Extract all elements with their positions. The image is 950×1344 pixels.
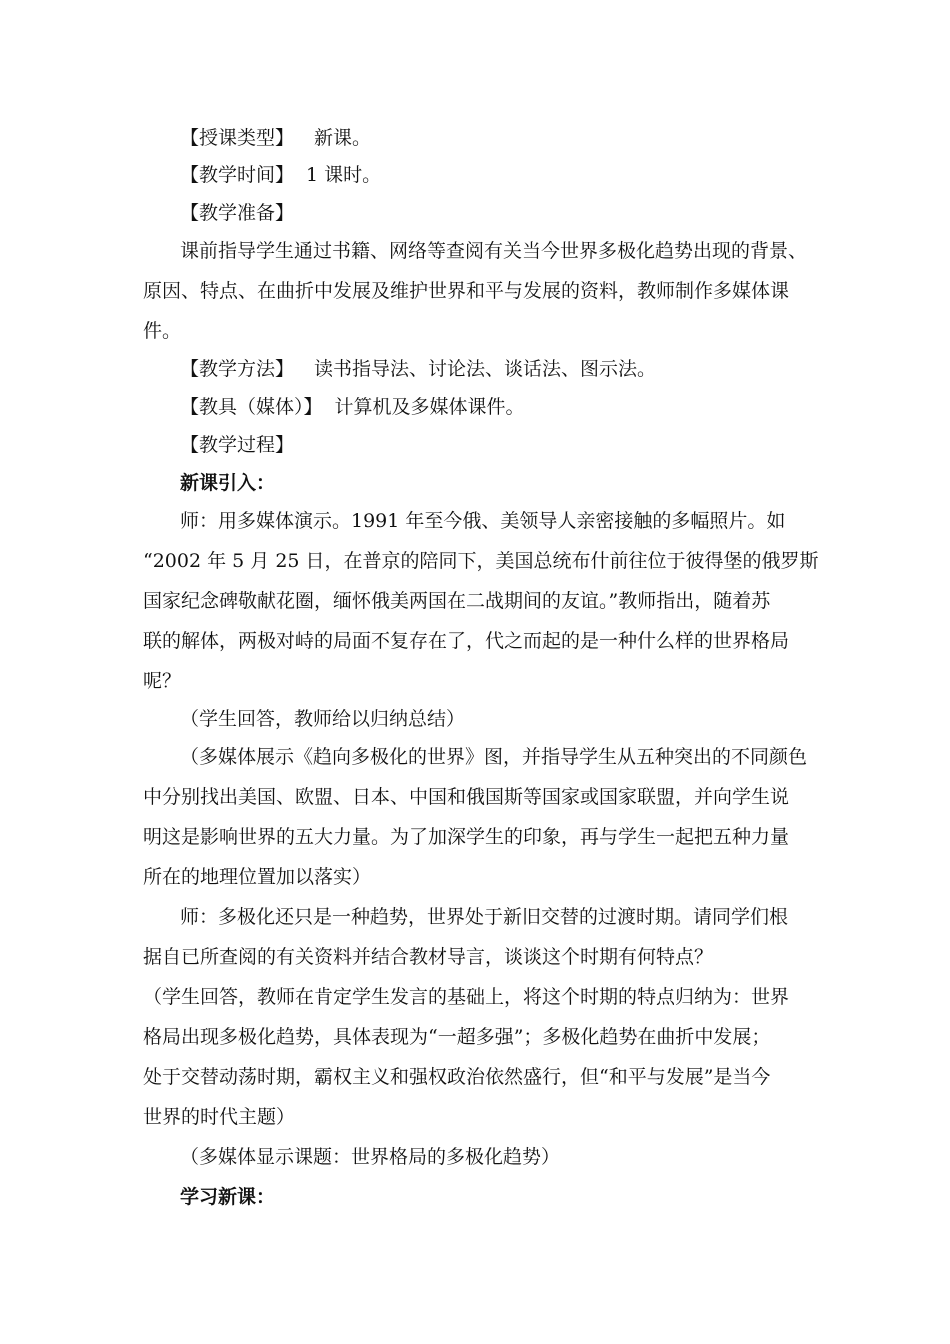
lesson-type-line: [180, 127, 820, 149]
intro-paragraph-line-1: 师：用多媒体演示。1991 年至今俄、美领导人亲密接触的多幅照片。如: [180, 510, 786, 532]
prep-paragraph-line-2: 原因、特点、在曲折中发展及维护世界和平与发展的资料，教师制作多媒体课: [143, 280, 790, 302]
method-line: [180, 358, 820, 380]
prep-paragraph-line-1: 课前指导学生通过书籍、网络等查阅有关当今世界多极化趋势出现的背景、: [180, 240, 808, 262]
process-label: 【教学过程】: [180, 434, 295, 456]
lesson-type-label: 【授课类型】: [180, 127, 295, 149]
teacher-paragraph-line-1: 师：多极化还只是一种趋势，世界处于新旧交替的过渡时期。请同学们根: [180, 906, 789, 928]
lesson-time-value: 1 课时。: [306, 164, 382, 186]
intro-heading: 新课引入：: [180, 472, 276, 494]
prep-paragraph-line-3: 件。: [143, 320, 182, 342]
lesson-type-value: 新课。: [314, 127, 372, 149]
tools-label: 【教具（媒体）】: [180, 396, 323, 418]
answer-paragraph-line-1: （学生回答，教师在肯定学生发言的基础上，将这个时期的特点归纳为：世界: [143, 986, 790, 1008]
media-paragraph-line-2: 中分别找出美国、欧盟、日本、中国和俄国斯等国家或国家联盟，并向学生说: [143, 786, 790, 808]
media-paragraph-line-1: （多媒体展示《趋向多极化的世界》图，并指导学生从五种突出的不同颜色: [180, 746, 808, 768]
lesson-time-label: 【教学时间】: [180, 164, 295, 186]
tools-line: [180, 396, 820, 418]
media-paragraph-line-3: 明这是影响世界的五大力量。为了加深学生的印象，再与学生一起把五种力量: [143, 826, 790, 848]
intro-paragraph-line-2: “2002 年 5 月 25 日，在普京的陪同下，美国总统布什前往位于彼得堡的俄罗斯: [143, 550, 819, 572]
answer-paragraph-line-2: 格局出现多极化趋势，具体表现为“一超多强”；多极化趋势在曲折中发展；: [143, 1026, 771, 1048]
intro-paragraph-line-3: 国家纪念碑敬献花圈，缅怀俄美两国在二战期间的友谊。”教师指出，随着苏: [143, 590, 771, 612]
media-paragraph-line-4: 所在的地理位置加以落实）: [143, 866, 372, 888]
student-answer-note: （学生回答，教师给以归纳总结）: [180, 708, 466, 730]
intro-paragraph-line-4: 联的解体，两极对峙的局面不复存在了，代之而起的是一种什么样的世界格局: [143, 630, 790, 652]
intro-paragraph-line-5: 呢？: [143, 670, 182, 692]
teacher-paragraph-line-2: 据自已所查阅的有关资料并结合教材导言，谈谈这个时期有何特点？: [143, 946, 714, 968]
answer-paragraph-line-4: 世界的时代主题）: [143, 1106, 296, 1128]
prep-label: 【教学准备】: [180, 202, 295, 224]
method-value: 读书指导法、讨论法、谈话法、图示法。: [314, 358, 657, 380]
tools-value: 计算机及多媒体课件。: [334, 396, 525, 418]
new-lesson-heading: 学习新课：: [180, 1186, 276, 1208]
method-label: 【教学方法】: [180, 358, 295, 380]
lesson-time-line: [180, 164, 820, 186]
topic-note: （多媒体显示课题：世界格局的多极化趋势）: [180, 1146, 561, 1168]
answer-paragraph-line-3: 处于交替动荡时期，霸权主义和强权政治依然盛行，但“和平与发展”是当今: [143, 1066, 771, 1088]
